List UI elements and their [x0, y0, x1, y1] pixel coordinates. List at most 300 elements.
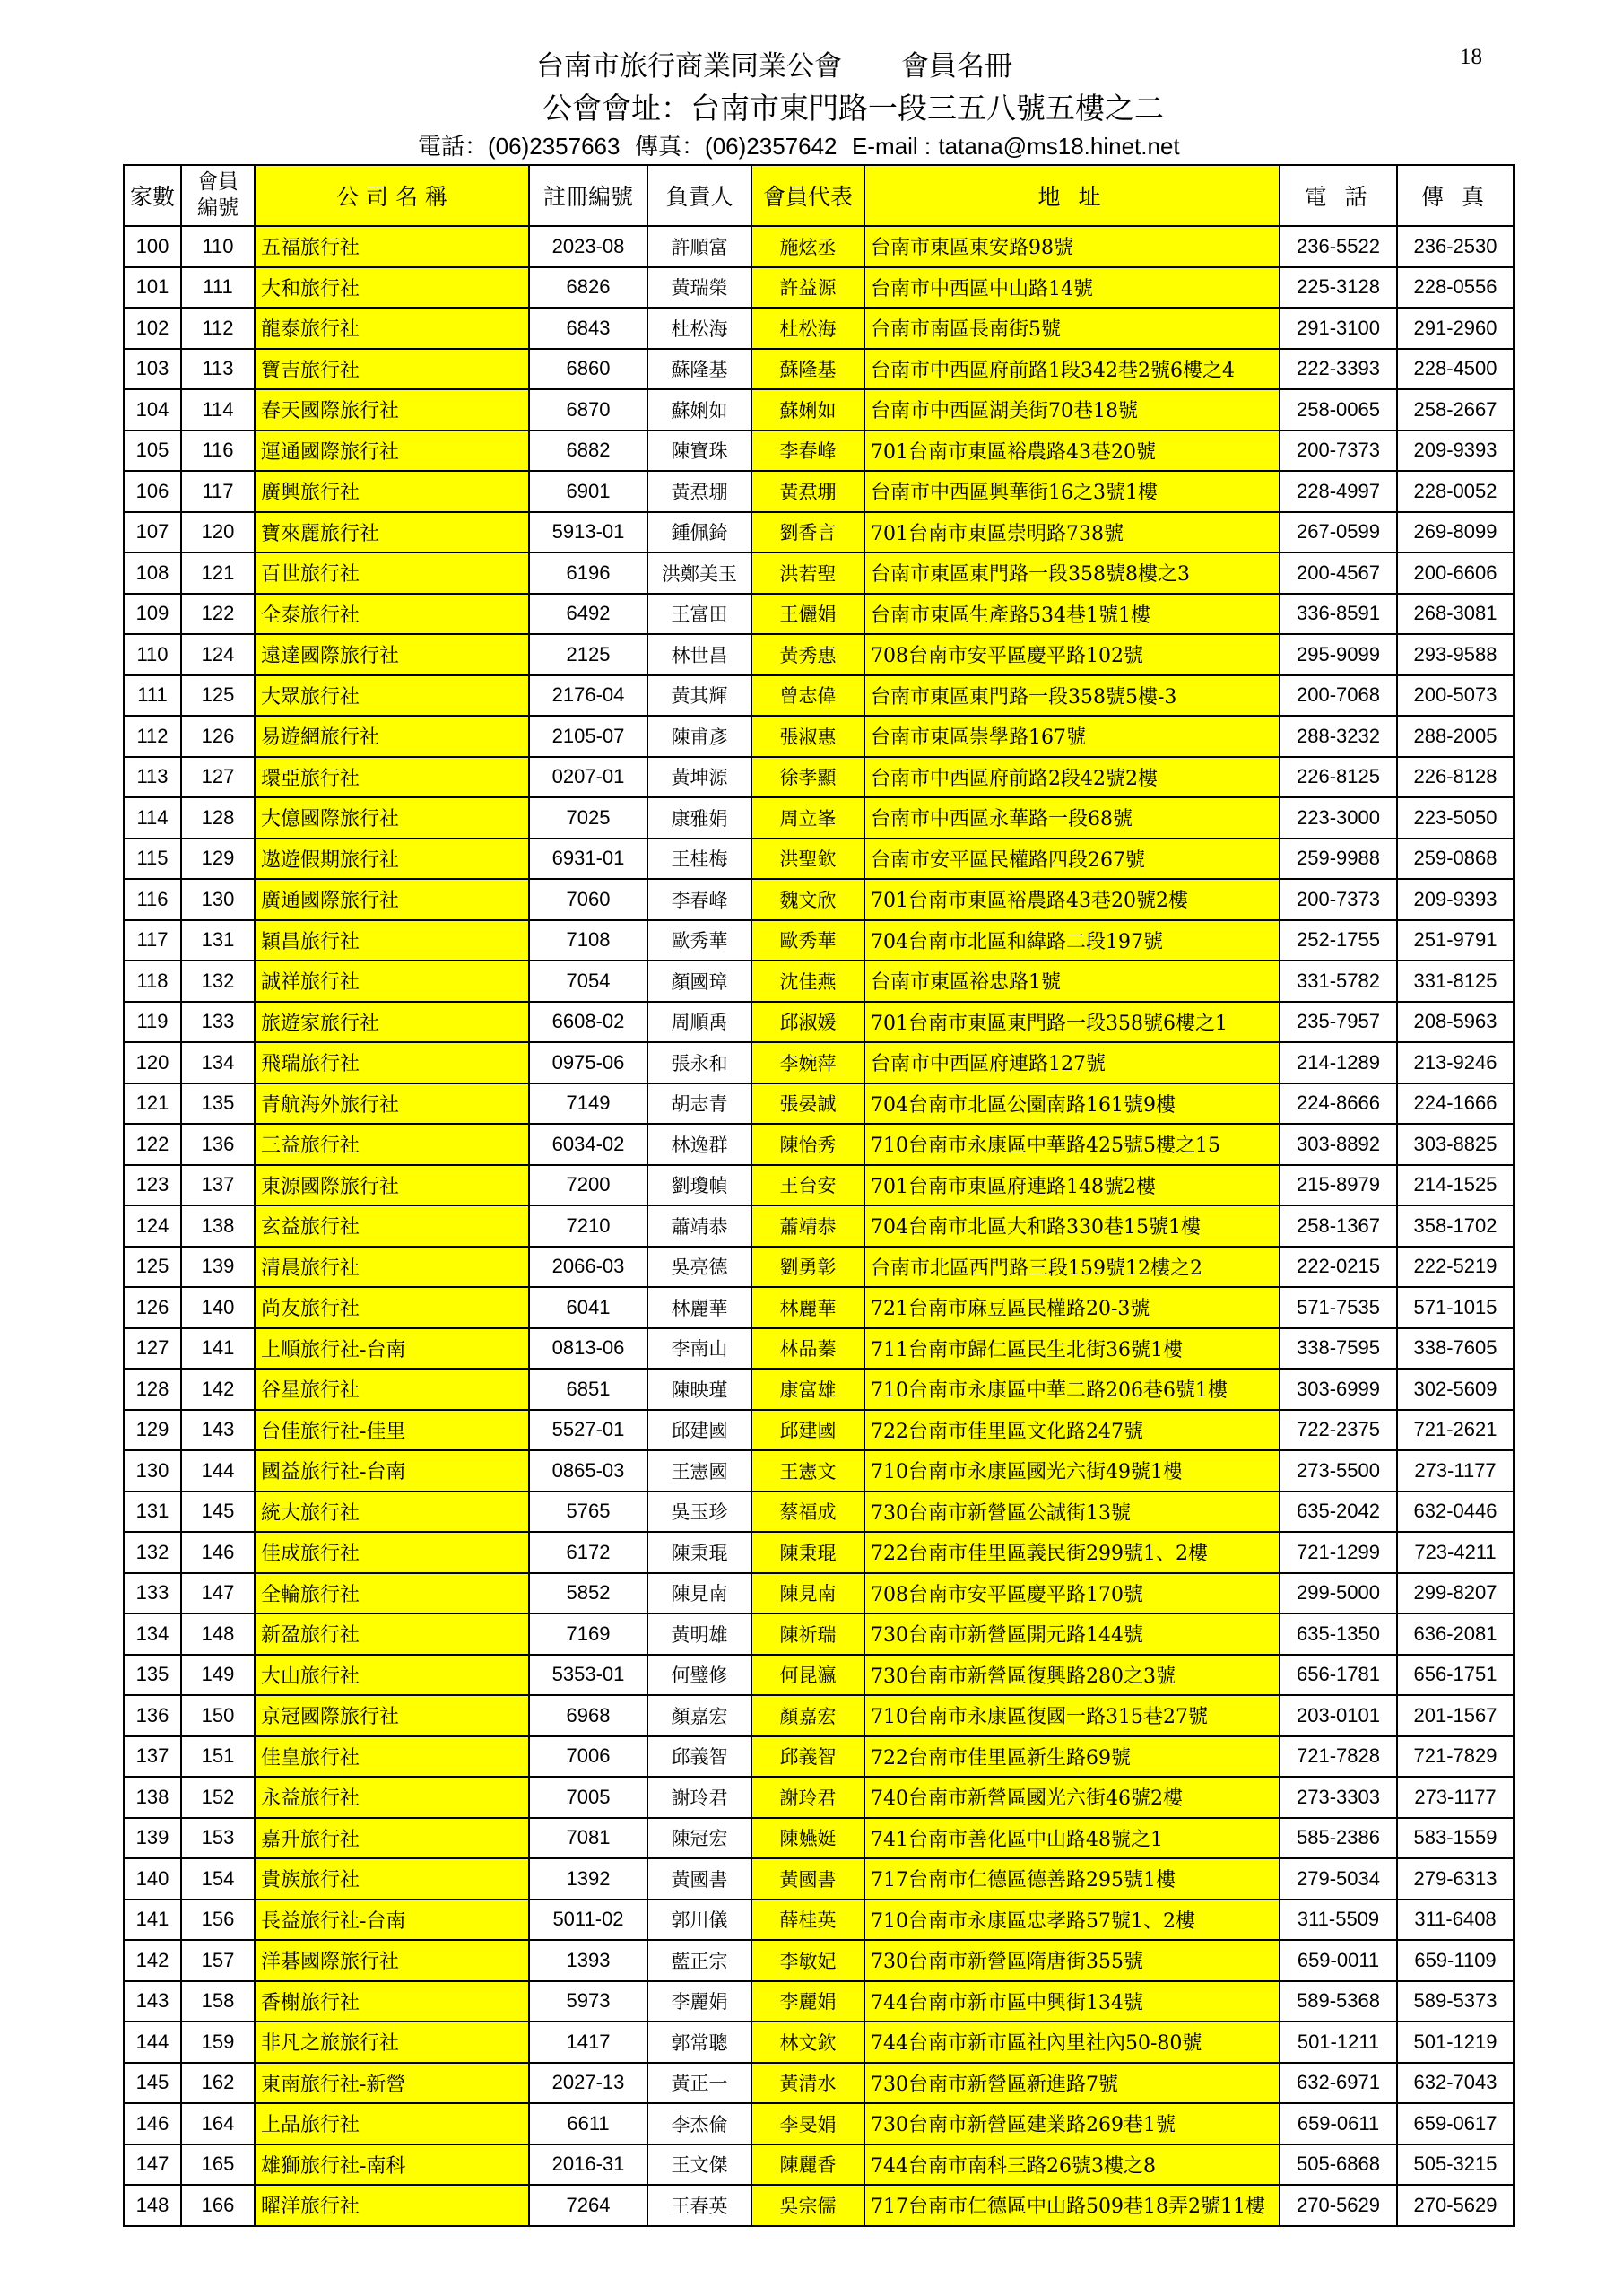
table-row	[124, 1042, 1514, 1083]
member-number: 140	[181, 1287, 255, 1328]
company-name: 誠祥旅行社	[255, 961, 529, 1002]
table-row	[124, 920, 1514, 961]
member-number: 157	[181, 1940, 255, 1981]
responsible-person: 張永和	[647, 1042, 751, 1083]
fax-number: 299-8207	[1397, 1573, 1514, 1614]
org-name: 台南市旅行商業同業公會	[536, 50, 842, 83]
member-number: 112	[181, 308, 255, 349]
company-name: 上品旅行社	[255, 2103, 529, 2144]
member-number: 132	[181, 961, 255, 1002]
company-address: 741台南市善化區中山路48號之1	[864, 1818, 1280, 1859]
phone-number: 721-1299	[1280, 1532, 1397, 1573]
responsible-person: 王富田	[647, 594, 751, 635]
responsible-person: 胡志青	[647, 1083, 751, 1125]
registration-number: 6608-02	[529, 1002, 647, 1043]
responsible-person: 周順禹	[647, 1002, 751, 1043]
responsible-person: 陳冠宏	[647, 1818, 751, 1859]
table-row	[124, 1369, 1514, 1410]
phone-number: 252-1755	[1280, 920, 1397, 961]
responsible-person: 林世昌	[647, 634, 751, 675]
member-number: 114	[181, 389, 255, 430]
col-header-company: 公 司 名 稱	[255, 165, 529, 226]
row-number: 131	[124, 1492, 181, 1533]
phone-number: 635-1350	[1280, 1613, 1397, 1655]
member-representative: 陳秉琨	[751, 1532, 864, 1573]
row-number: 133	[124, 1573, 181, 1614]
fax-number: 632-7043	[1397, 2063, 1514, 2104]
registration-number: 0813-06	[529, 1328, 647, 1370]
fax-number: 201-1567	[1397, 1695, 1514, 1736]
phone-number: 200-4567	[1280, 552, 1397, 594]
member-representative: 陳麗香	[751, 2144, 864, 2186]
member-number: 148	[181, 1613, 255, 1655]
member-number: 152	[181, 1777, 255, 1818]
member-representative: 蔡福成	[751, 1492, 864, 1533]
fax-number: 659-0617	[1397, 2103, 1514, 2144]
table-row	[124, 1165, 1514, 1206]
phone-number: 288-3232	[1280, 716, 1397, 757]
member-number: 151	[181, 1736, 255, 1778]
member-number: 156	[181, 1900, 255, 1941]
company-address: 710台南市永康區國光六街49號1樓	[864, 1450, 1280, 1492]
row-number: 134	[124, 1613, 181, 1655]
fax-number: 293-9588	[1397, 634, 1514, 675]
table-header-row	[124, 165, 1514, 226]
company-name: 東源國際旅行社	[255, 1165, 529, 1206]
table-row	[124, 1492, 1514, 1533]
registration-number: 6968	[529, 1695, 647, 1736]
company-name: 龍泰旅行社	[255, 308, 529, 349]
company-address: 台南市北區西門路三段159號12樓之2	[864, 1247, 1280, 1288]
fax-number: 311-6408	[1397, 1900, 1514, 1941]
registration-number: 2016-31	[529, 2144, 647, 2186]
phone-number: 585-2386	[1280, 1818, 1397, 1859]
company-address: 730台南市新營區新進路7號	[864, 2063, 1280, 2104]
company-address: 台南市安平區民權路四段267號	[864, 839, 1280, 880]
registration-number: 7060	[529, 879, 647, 920]
responsible-person: 李杰倫	[647, 2103, 751, 2144]
company-address: 722台南市佳里區文化路247號	[864, 1410, 1280, 1451]
fax-number: 200-6606	[1397, 552, 1514, 594]
member-representative: 許益源	[751, 267, 864, 309]
row-number: 111	[124, 675, 181, 717]
company-name: 穎昌旅行社	[255, 920, 529, 961]
company-name: 遠達國際旅行社	[255, 634, 529, 675]
member-representative: 黃清水	[751, 2063, 864, 2104]
table-row	[124, 2103, 1514, 2144]
responsible-person: 李春峰	[647, 879, 751, 920]
phone-number: 214-1289	[1280, 1042, 1397, 1083]
company-name: 谷星旅行社	[255, 1369, 529, 1410]
company-name: 玄益旅行社	[255, 1205, 529, 1247]
row-number: 109	[124, 594, 181, 635]
member-number: 122	[181, 594, 255, 635]
company-address: 717台南市仁德區中山路509巷18弄2號11樓	[864, 2185, 1280, 2226]
responsible-person: 黃明雄	[647, 1613, 751, 1655]
member-number: 166	[181, 2185, 255, 2226]
row-number: 102	[124, 308, 181, 349]
company-address: 台南市東區東門路一段358號5樓-3	[864, 675, 1280, 717]
fax-number: 331-8125	[1397, 961, 1514, 1002]
member-number: 131	[181, 920, 255, 961]
member-representative: 沈佳燕	[751, 961, 864, 1002]
responsible-person: 黃瑞榮	[647, 267, 751, 309]
responsible-person: 郭川儀	[647, 1900, 751, 1941]
member-representative: 林品蓁	[751, 1328, 864, 1370]
company-address: 701台南市東區府連路148號2樓	[864, 1165, 1280, 1206]
table-row	[124, 797, 1514, 839]
company-name: 易遊網旅行社	[255, 716, 529, 757]
company-name: 環亞旅行社	[255, 757, 529, 798]
registration-number: 6870	[529, 389, 647, 430]
registration-number: 5913-01	[529, 512, 647, 553]
table-row	[124, 349, 1514, 390]
company-name: 全泰旅行社	[255, 594, 529, 635]
table-row	[124, 1532, 1514, 1573]
company-address: 744台南市南科三路26號3樓之8	[864, 2144, 1280, 2186]
member-number: 165	[181, 2144, 255, 2186]
company-name: 非凡之旅旅行社	[255, 2022, 529, 2063]
table-row	[124, 1287, 1514, 1328]
col-header-phone: 電 話	[1280, 165, 1397, 226]
company-name: 佳皇旅行社	[255, 1736, 529, 1778]
phone-number: 505-6868	[1280, 2144, 1397, 2186]
col-header-no: 家數	[124, 165, 181, 226]
company-address: 730台南市新營區隋唐街355號	[864, 1940, 1280, 1981]
page-number: 18	[1460, 45, 1482, 69]
row-number: 112	[124, 716, 181, 757]
company-name: 京冠國際旅行社	[255, 1695, 529, 1736]
fax-number: 302-5609	[1397, 1369, 1514, 1410]
responsible-person: 陳見南	[647, 1573, 751, 1614]
fax-number: 236-2530	[1397, 226, 1514, 267]
fax-number: 723-4211	[1397, 1532, 1514, 1573]
registration-number: 2125	[529, 634, 647, 675]
member-number: 147	[181, 1573, 255, 1614]
phone-number: 656-1781	[1280, 1655, 1397, 1696]
table-row	[124, 1573, 1514, 1614]
row-number: 104	[124, 389, 181, 430]
col-header-address: 地 址	[864, 165, 1280, 226]
company-address: 708台南市安平區慶平路170號	[864, 1573, 1280, 1614]
phone-number: 267-0599	[1280, 512, 1397, 553]
row-number: 122	[124, 1124, 181, 1165]
company-name: 曜洋旅行社	[255, 2185, 529, 2226]
fax-number: 208-5963	[1397, 1002, 1514, 1043]
member-representative: 黃秀惠	[751, 634, 864, 675]
company-name: 大眾旅行社	[255, 675, 529, 717]
company-address: 台南市東區東門路一段358號8樓之3	[864, 552, 1280, 594]
responsible-person: 王文傑	[647, 2144, 751, 2186]
col-header-reg-no: 註冊編號	[529, 165, 647, 226]
member-representative: 吳宗儒	[751, 2185, 864, 2226]
fax-number: 505-3215	[1397, 2144, 1514, 2186]
row-number: 138	[124, 1777, 181, 1818]
registration-number: 1393	[529, 1940, 647, 1981]
company-address: 台南市中西區府連路127號	[864, 1042, 1280, 1083]
company-address: 701台南市東區裕農路43巷20號	[864, 430, 1280, 472]
table-row	[124, 1940, 1514, 1981]
member-representative: 李婉萍	[751, 1042, 864, 1083]
row-number: 101	[124, 267, 181, 309]
member-number: 153	[181, 1818, 255, 1859]
fax-number: 268-3081	[1397, 594, 1514, 635]
member-number: 154	[181, 1858, 255, 1900]
company-name: 東南旅行社-新營	[255, 2063, 529, 2104]
company-address: 744台南市新市區中興街134號	[864, 1981, 1280, 2022]
row-number: 136	[124, 1695, 181, 1736]
responsible-person: 王桂梅	[647, 839, 751, 880]
company-address: 台南市東區崇學路167號	[864, 716, 1280, 757]
member-number: 135	[181, 1083, 255, 1125]
responsible-person: 邱建國	[647, 1410, 751, 1451]
company-address: 730台南市新營區復興路280之3號	[864, 1655, 1280, 1696]
company-name: 統大旅行社	[255, 1492, 529, 1533]
responsible-person: 謝玲君	[647, 1777, 751, 1818]
member-representative: 蘇隆基	[751, 349, 864, 390]
phone-number: (06)2357663	[488, 133, 621, 160]
association-address: 公會會址：台南市東門路一段三五八號五樓之二	[542, 91, 1164, 126]
table-row	[124, 1410, 1514, 1451]
responsible-person: 顏嘉宏	[647, 1695, 751, 1736]
member-number: 146	[181, 1532, 255, 1573]
fax-number: 222-5219	[1397, 1247, 1514, 1288]
phone-number: 632-6971	[1280, 2063, 1397, 2104]
registration-number: 1417	[529, 2022, 647, 2063]
company-address: 708台南市安平區慶平路102號	[864, 634, 1280, 675]
fax-number: 258-2667	[1397, 389, 1514, 430]
member-representative: 歐秀華	[751, 920, 864, 961]
member-representative: 謝玲君	[751, 1777, 864, 1818]
company-name: 雄獅旅行社-南科	[255, 2144, 529, 2186]
registration-number: 6041	[529, 1287, 647, 1328]
company-address: 台南市中西區興華街16之3號1樓	[864, 471, 1280, 512]
responsible-person: 杜松海	[647, 308, 751, 349]
member-representative: 何昆瀛	[751, 1655, 864, 1696]
company-name: 飛瑞旅行社	[255, 1042, 529, 1083]
company-name: 寶來麗旅行社	[255, 512, 529, 553]
member-number: 129	[181, 839, 255, 880]
registration-number: 2027-13	[529, 2063, 647, 2104]
member-number: 116	[181, 430, 255, 472]
registration-number: 7054	[529, 961, 647, 1002]
member-number: 150	[181, 1695, 255, 1736]
company-name: 大和旅行社	[255, 267, 529, 309]
table-row	[124, 594, 1514, 635]
member-representative: 周立峯	[751, 797, 864, 839]
registration-number: 6901	[529, 471, 647, 512]
company-name: 國益旅行社-台南	[255, 1450, 529, 1492]
registration-number: 6172	[529, 1532, 647, 1573]
member-representative: 陳見南	[751, 1573, 864, 1614]
company-name: 廣通國際旅行社	[255, 879, 529, 920]
member-representative: 李麗娟	[751, 1981, 864, 2022]
member-representative: 張晏誠	[751, 1083, 864, 1125]
member-number: 125	[181, 675, 255, 717]
member-representative: 洪聖欽	[751, 839, 864, 880]
company-address: 台南市東區裕忠路1號	[864, 961, 1280, 1002]
member-number: 144	[181, 1450, 255, 1492]
responsible-person: 吳亮德	[647, 1247, 751, 1288]
phone-number: 571-7535	[1280, 1287, 1397, 1328]
company-name: 百世旅行社	[255, 552, 529, 594]
member-number: 164	[181, 2103, 255, 2144]
responsible-person: 蘇隆基	[647, 349, 751, 390]
responsible-person: 何璧修	[647, 1655, 751, 1696]
registration-number: 5011-02	[529, 1900, 647, 1941]
registration-number: 5852	[529, 1573, 647, 1614]
company-address: 721台南市麻豆區民權路20-3號	[864, 1287, 1280, 1328]
fax-number: 288-2005	[1397, 716, 1514, 757]
responsible-person: 許順富	[647, 226, 751, 267]
member-number: 111	[181, 267, 255, 309]
phone-number: 273-5500	[1280, 1450, 1397, 1492]
row-number: 146	[124, 2103, 181, 2144]
member-representative: 陳嬿娗	[751, 1818, 864, 1859]
phone-number: 336-8591	[1280, 594, 1397, 635]
col-header-member-no-line2: 編號	[197, 196, 239, 220]
company-name: 嘉升旅行社	[255, 1818, 529, 1859]
row-number: 128	[124, 1369, 181, 1410]
registration-number: 5527-01	[529, 1410, 647, 1451]
row-number: 124	[124, 1205, 181, 1247]
phone-number: 501-1211	[1280, 2022, 1397, 2063]
member-representative: 陳怡秀	[751, 1124, 864, 1165]
fax-label: 傳真：	[635, 134, 706, 161]
member-table-body	[124, 226, 1514, 2226]
company-address: 701台南市東區崇明路738號	[864, 512, 1280, 553]
company-name: 寶吉旅行社	[255, 349, 529, 390]
row-number: 148	[124, 2185, 181, 2226]
fax-number: 214-1525	[1397, 1165, 1514, 1206]
row-number: 116	[124, 879, 181, 920]
member-number: 130	[181, 879, 255, 920]
doc-title: 會員名冊	[901, 50, 1012, 83]
registration-number: 6843	[529, 308, 647, 349]
fax-number: 279-6313	[1397, 1858, 1514, 1900]
registration-number: 7169	[529, 1613, 647, 1655]
phone-number: 222-3393	[1280, 349, 1397, 390]
fax-number: 589-5373	[1397, 1981, 1514, 2022]
table-row	[124, 1247, 1514, 1288]
company-address: 台南市中西區永華路一段68號	[864, 797, 1280, 839]
col-header-member-no-line1: 會員	[197, 170, 239, 194]
fax-number: (06)2357642	[705, 133, 838, 160]
member-number: 162	[181, 2063, 255, 2104]
responsible-person: 蕭靖恭	[647, 1205, 751, 1247]
col-header-responsible: 負責人	[647, 165, 751, 226]
table-row	[124, 430, 1514, 472]
registration-number: 7081	[529, 1818, 647, 1859]
member-number: 143	[181, 1410, 255, 1451]
row-number: 143	[124, 1981, 181, 2022]
company-name: 五福旅行社	[255, 226, 529, 267]
company-address: 台南市中西區府前路1段342巷2號6樓之4	[864, 349, 1280, 390]
responsible-person: 顏國璋	[647, 961, 751, 1002]
company-address: 710台南市永康區中華二路206巷6號1樓	[864, 1369, 1280, 1410]
table-row	[124, 1777, 1514, 1818]
company-name: 旅遊家旅行社	[255, 1002, 529, 1043]
company-name: 春天國際旅行社	[255, 389, 529, 430]
company-name: 香榭旅行社	[255, 1981, 529, 2022]
phone-number: 295-9099	[1280, 634, 1397, 675]
member-representative: 蘇娳如	[751, 389, 864, 430]
responsible-person: 歐秀華	[647, 920, 751, 961]
member-representative: 薛桂英	[751, 1900, 864, 1941]
fax-number: 224-1666	[1397, 1083, 1514, 1125]
phone-number: 200-7373	[1280, 430, 1397, 472]
member-representative: 劉香言	[751, 512, 864, 553]
company-address: 740台南市新營區國光六街46號2樓	[864, 1777, 1280, 1818]
phone-number: 259-9988	[1280, 839, 1397, 880]
member-representative: 魏文欣	[751, 879, 864, 920]
responsible-person: 林逸群	[647, 1124, 751, 1165]
registration-number: 6860	[529, 349, 647, 390]
member-representative: 施炫丞	[751, 226, 864, 267]
company-name: 台佳旅行社-佳里	[255, 1410, 529, 1451]
col-header-member-no	[181, 165, 255, 226]
responsible-person: 王憲國	[647, 1450, 751, 1492]
registration-number: 1392	[529, 1858, 647, 1900]
table-row	[124, 1613, 1514, 1655]
member-number: 134	[181, 1042, 255, 1083]
fax-number: 501-1219	[1397, 2022, 1514, 2063]
member-representative: 林麗華	[751, 1287, 864, 1328]
company-address: 台南市南區長南街5號	[864, 308, 1280, 349]
table-row	[124, 1981, 1514, 2022]
table-row	[124, 716, 1514, 757]
member-number: 126	[181, 716, 255, 757]
registration-number: 6851	[529, 1369, 647, 1410]
company-address: 704台南市北區大和路330巷15號1樓	[864, 1205, 1280, 1247]
table-row	[124, 2185, 1514, 2226]
company-name: 大山旅行社	[255, 1655, 529, 1696]
company-address: 701台南市東區東門路一段358號6樓之1	[864, 1002, 1280, 1043]
responsible-person: 康雅娟	[647, 797, 751, 839]
company-address: 台南市中西區湖美街70巷18號	[864, 389, 1280, 430]
registration-number: 6882	[529, 430, 647, 472]
row-number: 117	[124, 920, 181, 961]
member-representative: 林文欽	[751, 2022, 864, 2063]
registration-number: 6492	[529, 594, 647, 635]
registration-number: 7200	[529, 1165, 647, 1206]
fax-number: 228-0556	[1397, 267, 1514, 309]
phone-number: 270-5629	[1280, 2185, 1397, 2226]
member-representative: 杜松海	[751, 308, 864, 349]
responsible-person: 藍正宗	[647, 1940, 751, 1981]
email-address: tatana@ms18.hinet.net	[938, 133, 1180, 160]
table-row	[124, 1083, 1514, 1125]
row-number: 121	[124, 1083, 181, 1125]
fax-number: 303-8825	[1397, 1124, 1514, 1165]
company-name: 清晨旅行社	[255, 1247, 529, 1288]
row-number: 129	[124, 1410, 181, 1451]
table-row	[124, 512, 1514, 553]
fax-number: 636-2081	[1397, 1613, 1514, 1655]
fax-number: 269-8099	[1397, 512, 1514, 553]
table-row	[124, 2144, 1514, 2186]
company-address: 台南市中西區中山路14號	[864, 267, 1280, 309]
fax-number: 656-1751	[1397, 1655, 1514, 1696]
fax-number: 228-4500	[1397, 349, 1514, 390]
row-number: 145	[124, 2063, 181, 2104]
table-row	[124, 1450, 1514, 1492]
phone-number: 258-0065	[1280, 389, 1397, 430]
registration-number: 7108	[529, 920, 647, 961]
table-row	[124, 1124, 1514, 1165]
row-number: 113	[124, 757, 181, 798]
responsible-person: 陳甫彥	[647, 716, 751, 757]
